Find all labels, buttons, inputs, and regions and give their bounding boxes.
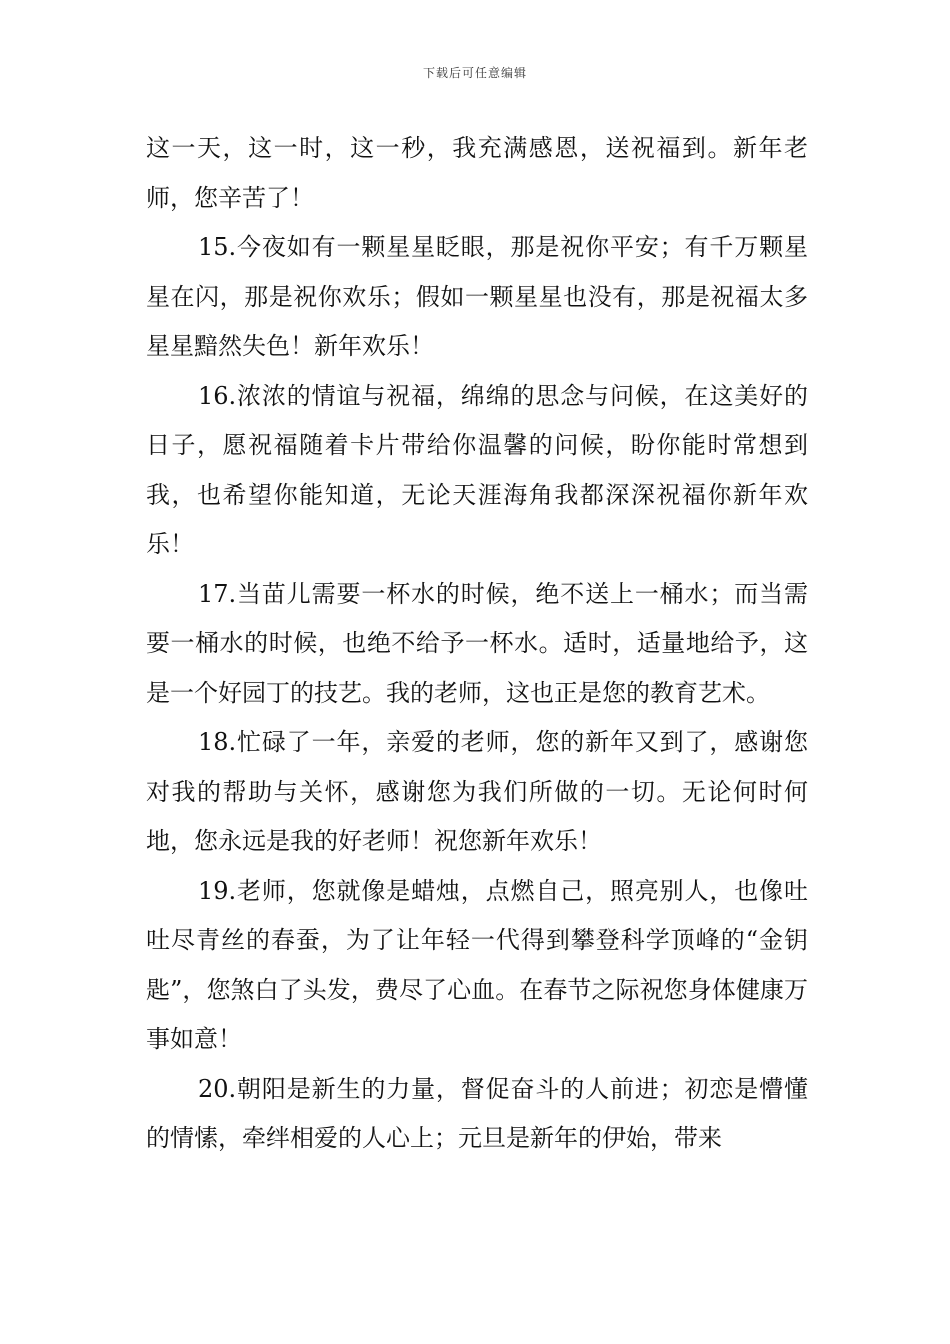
paragraph-continued: 这一天，这一时，这一秒，我充满感恩，送祝福到。新年老师，您辛苦了！ xyxy=(146,134,808,212)
paragraph-20: 20.朝阳是新生的力量，督促奋斗的人前进；初恋是懵懂的情愫，牵绊相爱的人心上；元旦是新年的伊始，带来 xyxy=(146,1074,808,1152)
paragraph-18: 18.忙碌了一年，亲爱的老师，您的新年又到了，感谢您对我的帮助与关怀，感谢您为我们所做的一切。无论何时何地，您永远是我的好老师！祝您新年欢乐！ xyxy=(146,728,808,855)
paragraph-17: 17.当苗儿需要一杯水的时候，绝不送上一桶水；而当需要一桶水的时候，也绝不给予一杯水。适时，适量地给予，这是一个好园丁的技艺。我的老师，这也正是您的教育艺术。 xyxy=(146,579,808,707)
paragraph-19: 19.老师，您就像是蜡烛，点燃自己，照亮别人，也像吐吐尽青丝的春蚕，为了让年轻一代得到攀登科学顶峰的“金钥匙”，您煞白了头发，费尽了心血。在春节之际祝您身体健康万事如意！ xyxy=(146,876,808,1053)
paragraph-16: 16.浓浓的情谊与祝福，绵绵的思念与问候，在这美好的日子，愿祝福随着卡片带给你温馨的问候，盼你能时常想到我，也希望你能知道，无论天涯海角我都深深祝福你新年欢乐！ xyxy=(146,381,808,558)
document-body xyxy=(146,124,808,1164)
paragraph-15: 15.今夜如有一颗星星眨眼，那是祝你平安；有千万颗星星在闪，那是祝你欢乐；假如一颗星星也没有，那是祝福太多星星黯然失色！新年欢乐！ xyxy=(146,233,808,360)
page-header: 下载后可任意编辑 xyxy=(422,66,527,80)
